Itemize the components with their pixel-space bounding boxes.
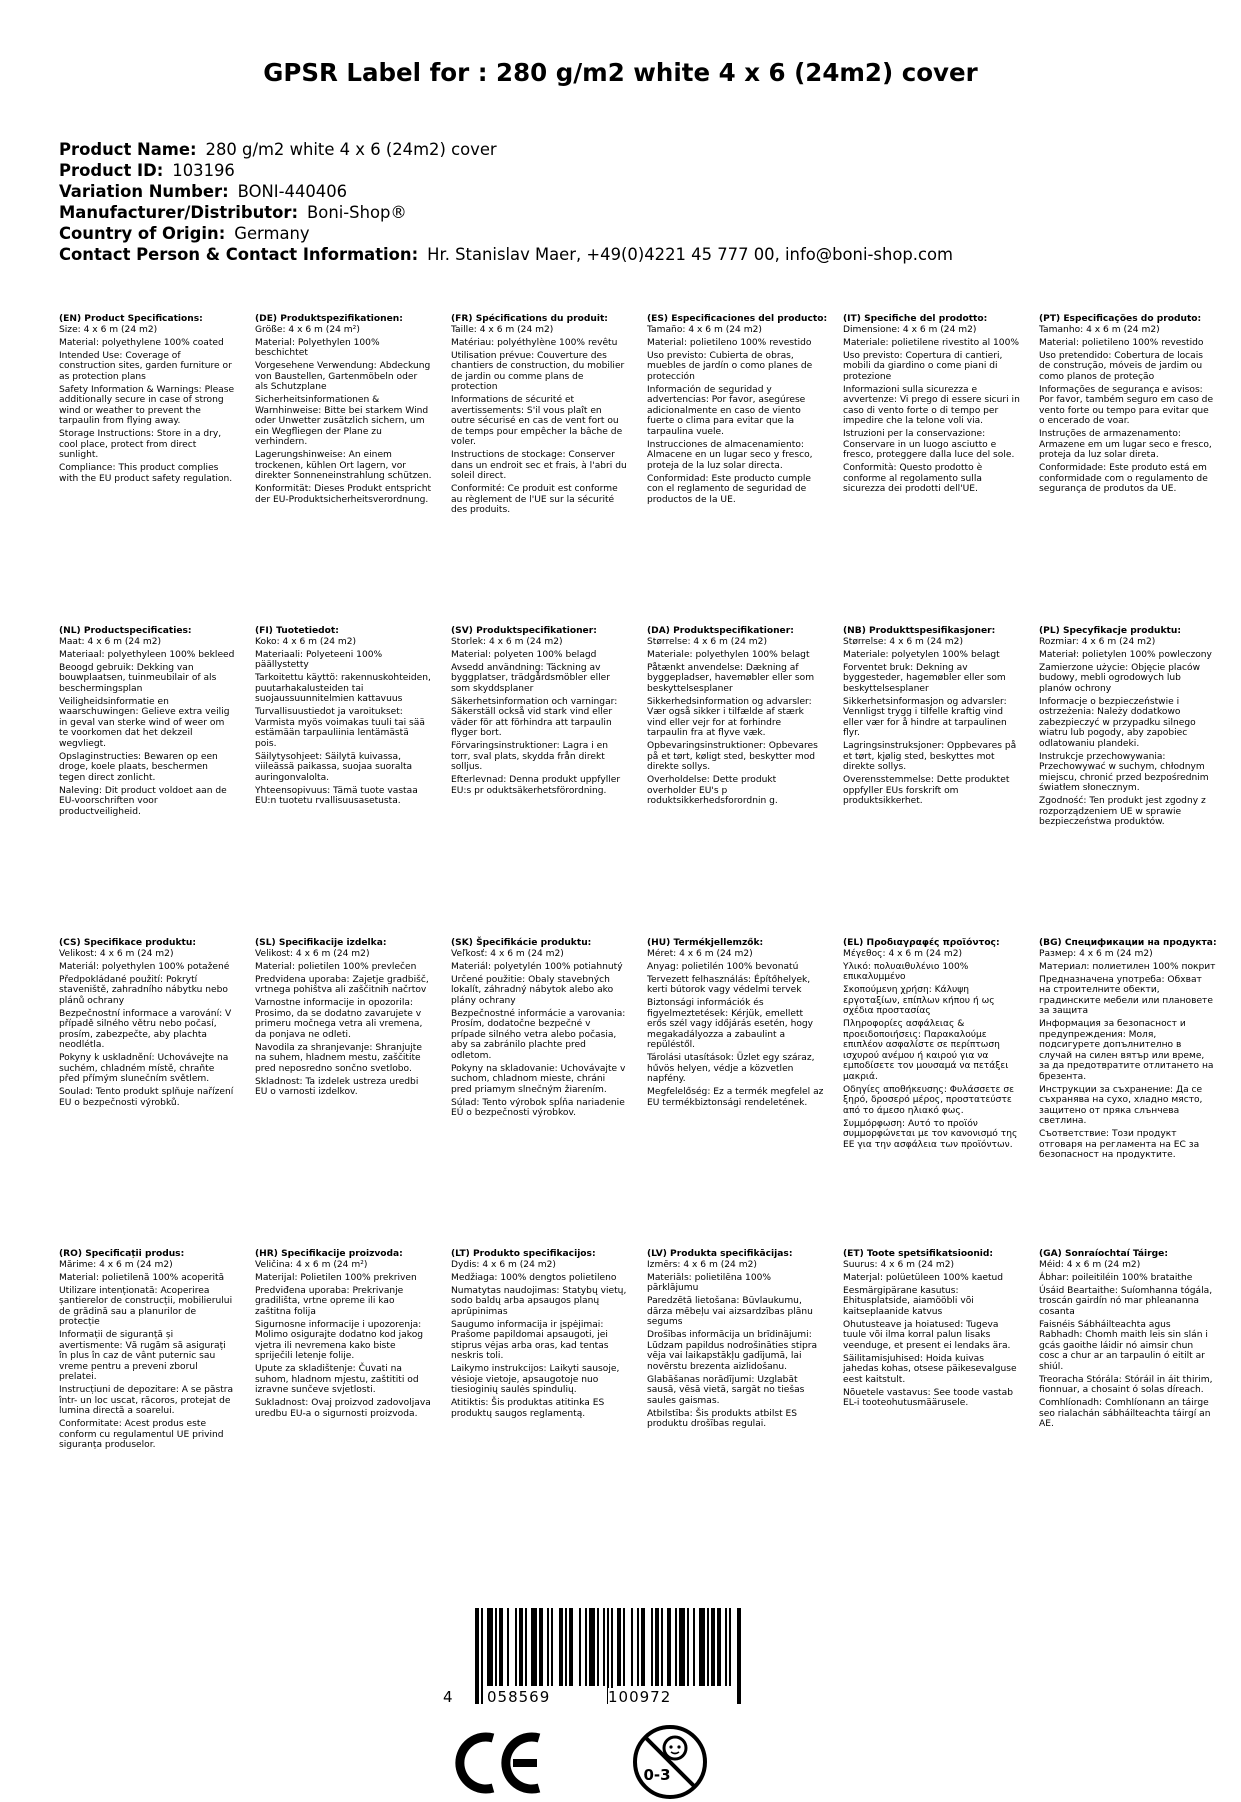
spec-line: Sikkerhetsinformasjon og advarsler: Vennligst trygg i tilfelle kraftig vind eller vær for å hindre at tarpaulinen flyr.: [843, 696, 1007, 738]
spec-block: [451, 938, 628, 1121]
spec-line: Tarkoitettu käyttö: rakennuskohteiden, puutarhakalusteiden tai suojaussuunnitelmien kattavuus: [255, 673, 431, 704]
spec-line: Paredzētā lietošana: Būvlaukumu, dārza mēbeļu vai aizsardzības plānu segums: [647, 1296, 813, 1327]
spec-line: Material: polietileno 100% revestido: [1039, 337, 1204, 348]
spec-heading: (IT) Specifiche del prodotto:: [843, 314, 988, 324]
barcode: [443, 1608, 763, 1708]
spec-line: Συμμόρφωση: Αυτό το προϊόν συμμορφώνεται με τον κανονισμό της ΕΕ για την ασφάλεια των προϊόντων.: [843, 1118, 1018, 1150]
spec-line: Nõuetele vastavus: See toode vastab EL-i tooteohutusmäärusele.: [843, 1387, 1013, 1408]
spec-line: Størrelse: 4 x 6 m (24 m2): [843, 636, 964, 647]
variation-number-label: Variation Number:: [59, 182, 229, 201]
barcode-bar: [667, 1608, 671, 1686]
spec-line: Size: 4 x 6 m (24 m2): [59, 324, 158, 335]
spec-line: Utilisation prévue: Couverture des chantiers de construction, du mobilier de jardin ou comme plans de protection: [451, 350, 625, 392]
spec-block: [843, 1249, 1020, 1411]
spec-line: Sikkerhedsinformation og advarsler: Vær også sikker i tilfælde af stærk vind eller vejr for at forhindre tarpaulin fra at flyve væk.: [647, 696, 812, 738]
spec-line: Informações de segurança e avisos: Por favor, também seguro em caso de vento forte ou tempo para evitar que o encerado de voar.: [1039, 384, 1214, 426]
spec-line: Opslaginstructies: Bewaren op een droge, koele plaats, beschermen tegen direct zonlicht.: [59, 751, 218, 783]
spec-line: Sukladnost: Ovaj proizvod zadovoljava uredbu EU-a o sigurnosti proizvoda.: [255, 1398, 431, 1419]
spec-heading: (BG) Спецификации на продукта:: [1039, 938, 1217, 948]
spec-line: Dimensione: 4 x 6 m (24 m2): [843, 324, 977, 335]
spec-line: Treoracha Stórála: Stóráil in áit thirim, fionnuar, a chosaint ó solas díreach.: [1039, 1374, 1213, 1395]
spec-line: Megfelelőség: Ez a termék megfelel az EU termékbiztonsági rendeletének.: [647, 1087, 824, 1108]
spec-line: Beoogd gebruik: Dekking van bouwplaatsen, tuinmeubilair of als beschermingsplan: [59, 662, 217, 694]
barcode-bar: [499, 1608, 503, 1686]
spec-line: Súlad: Tento výrobok spĺňa nariadenie EÚ o bezpečnosti výrobkov.: [451, 1097, 625, 1118]
page-title: GPSR Label for : 280 g/m2 white 4 x 6 (24m2) cover: [263, 58, 978, 87]
spec-line: Ábhar: poileitiléin 100% brataithe: [1039, 1272, 1193, 1283]
variation-number-value: BONI-440406: [237, 182, 348, 201]
spec-line: Veiligheidsinformatie en waarschuwingen: Gelieve extra veilig in geval van sterke wind of weer om te voorkomen dat het dekzeil wegvliegt.: [59, 696, 230, 749]
country-of-origin-value: Germany: [234, 224, 310, 243]
spec-line: Comhlíonadh: Comhlíonann an táirge seo rialachán sábháilteachta táirgí an AE.: [1039, 1398, 1211, 1429]
spec-heading: (LV) Produkta specifikācijas:: [647, 1249, 793, 1259]
spec-line: Skladnost: Ta izdelek ustreza uredbi EU o varnosti izdelkov.: [255, 1076, 419, 1097]
spec-line: Předpokládané použití: Pokrytí staveniště, zahradního nábytku nebo plánů ochrany: [59, 974, 228, 1006]
spec-line: Material: polyeten 100% belagd: [451, 649, 597, 660]
spec-heading: (NL) Productspecificaties:: [59, 626, 192, 636]
spec-line: Материал: полиетилен 100% покрит: [1039, 961, 1216, 972]
spec-heading: (ES) Especificaciones del producto:: [647, 314, 828, 324]
spec-line: Overholdelse: Dette produkt overholder EU's p roduktsikkerhedsforordnin g.: [647, 775, 778, 806]
product-info: [59, 139, 1219, 265]
spec-heading: (NB) Produkttspesifikasjoner:: [843, 626, 996, 636]
product-id-label: Product ID:: [59, 161, 164, 180]
barcode-bar: [661, 1608, 663, 1686]
spec-heading: (SL) Specifikacije izdelka:: [255, 938, 387, 948]
spec-line: Intended Use: Coverage of construction sites, garden furniture or as protection plans: [59, 350, 232, 382]
barcode-bar: [617, 1608, 621, 1686]
spec-line: Opbevaringsinstruktioner: Opbevares på et tørt, køligt sted, beskytter mod direkte sollys.: [647, 741, 818, 772]
spec-line: Instructions de stockage: Conserver dans un endroit sec et frais, à l'abri du soleil direct.: [451, 450, 627, 481]
spec-line: Medžiaga: 100% dengtos polietileno: [451, 1272, 617, 1283]
spec-block: [255, 626, 432, 809]
spec-line: Materiale: polyetylen 100% belagt: [843, 649, 1000, 660]
spec-heading: (EL) Προδιαγραφές προϊόντος:: [843, 938, 1000, 948]
spec-heading: (ET) Toote spetsifikatsioonid:: [843, 1249, 994, 1259]
spec-block: [59, 314, 236, 487]
spec-block: [843, 626, 1020, 809]
spec-line: Anyag: polietilén 100% bevonatú: [647, 961, 799, 972]
spec-line: Veľkosť: 4 x 6 m (24 m2): [451, 948, 564, 959]
spec-line: Bezpečnostní informace a varování: V případě silného větru nebo počasí, prosím, zabezpečte, aby plachta neodlétla.: [59, 1008, 232, 1050]
barcode-bar: [597, 1608, 599, 1686]
spec-line: Material: polietileno 100% revestido: [647, 337, 812, 348]
spec-line: Saugumo informacija ir įspėjimai: Prašome papildomai apsaugoti, jei stiprus vėjas arba oras, kad tentas neskris toli.: [451, 1319, 609, 1361]
spec-heading: (FI) Tuotetiedot:: [255, 626, 339, 636]
spec-line: Méret: 4 x 6 m (24 m2): [647, 948, 753, 959]
manufacturer-row: [59, 202, 1219, 223]
spec-line: Uso previsto: Copertura di cantieri, mobili da giardino o come piani di protezione: [843, 350, 1003, 382]
barcode-bar: [507, 1608, 509, 1686]
barcode-bar: [675, 1608, 677, 1686]
barcode-bar: [737, 1608, 741, 1704]
barcode-digit-prefix: 4: [443, 1688, 453, 1706]
barcode-bar: [585, 1608, 587, 1686]
spec-line: Materiāls: polietilēna 100% pārklājumu: [647, 1272, 772, 1293]
spec-heading: (PL) Specyfikacje produktu:: [1039, 626, 1181, 636]
spec-line: Tamanho: 4 x 6 m (24 m2): [1039, 324, 1160, 335]
spec-line: Säkerhetsinformation och varningar: Säkerställ också vid stark vind eller väder för att förhindra att tarpaulin flyger bort.: [451, 696, 618, 738]
product-name-row: [59, 139, 1219, 160]
spec-block: [1039, 938, 1216, 1163]
barcode-bar: [687, 1608, 689, 1686]
spec-line: Atbilstība: Šis produkts atbilst ES produktu drošības regulai.: [647, 1408, 798, 1429]
spec-block: [1039, 1249, 1216, 1432]
spec-line: Atitiktis: Šis produktas atitinka ES produktų saugos reglamentą.: [451, 1398, 605, 1419]
spec-line: Размер: 4 x 6 m (24 m2): [1039, 948, 1153, 959]
spec-line: Materiaal: polyethyleen 100% bekleed: [59, 649, 235, 660]
spec-line: Информация за безопасност и предупреждения: Моля, подсигурете допълнително в случай на силен вятър или време, за да предотвратите отлитането на брезента.: [1039, 1019, 1214, 1082]
barcode-bar: [603, 1608, 605, 1686]
spec-line: Veličina: 4 x 6 m (24 m²): [255, 1259, 368, 1270]
spec-block: [647, 938, 824, 1111]
spec-line: Tamaño: 4 x 6 m (24 m2): [647, 324, 762, 335]
spec-line: Πληροφορίες ασφάλειας & προειδοποιήσεις: Παρακαλούμε επιπλέον ασφαλίστε σε περίπτωση ισχυρού ανέμου ή καιρού για να εμποδίσετε τον μουσαμά να πετάξει μακριά.: [843, 1019, 1009, 1082]
spec-heading: (EN) Product Specifications:: [59, 314, 203, 324]
barcode-bar: [531, 1608, 537, 1686]
spec-line: Izmērs: 4 x 6 m (24 m2): [647, 1259, 757, 1270]
product-name-value: 280 g/m2 white 4 x 6 (24m2) cover: [205, 140, 497, 159]
spec-line: Informacje o bezpieczeństwie i ostrzeżenia: Należy dodatkowo zabezpieczyć w przypadku silnego wiatru lub pogody, aby zapobiec odlatowaniu plandeki.: [1039, 696, 1196, 749]
spec-block: [59, 626, 236, 820]
spec-line: Materiaali: Polyeteeni 100% päällystetty: [255, 649, 383, 670]
barcode-bar: [589, 1608, 595, 1686]
spec-line: Größe: 4 x 6 m (24 m²): [255, 324, 360, 335]
spec-line: Utilizare intenționată: Acoperirea șantierelor de construcții, mobilierului de grădină sau a planurilor de protecție: [59, 1285, 233, 1327]
spec-line: Bezpečnostné informácie a varovania: Prosím, dodatočne bezpečné v prípade silného vetra alebo počasia, aby sa zabránilo plachte pred odletom.: [451, 1008, 626, 1061]
spec-line: Varnostne informacije in opozorila: Prosimo, da se dodatno zavarujete v primeru močnega vetra ali vremena, da ponjava ne odleti.: [255, 998, 423, 1040]
spec-line: Informații de siguranță și avertismente: Vă rugăm să asigurați în plus în caz de vânt puternic sau vreme pentru a preveni zborul prelatei.: [59, 1330, 226, 1382]
spec-block: [255, 314, 432, 508]
spec-line: Overensstemmelse: Dette produktet oppfyller EUs forskrift om produktsikkerhet.: [843, 775, 1010, 806]
spec-line: Materiale: polietilene rivestito al 100%: [843, 337, 1020, 348]
spec-line: Efterlevnad: Denna produkt uppfyller EU:s pr oduktsäkerhetsförordning.: [451, 775, 621, 796]
spec-line: Velikost: 4 x 6 m (24 m2): [59, 948, 174, 959]
spec-line: Vorgesehene Verwendung: Abdeckung von Baustellen, Gartenmöbeln oder als Schutzplane: [255, 361, 431, 392]
barcode-bar: [717, 1608, 721, 1686]
spec-line: Materiale: polyethylen 100% belagt: [647, 649, 810, 660]
barcode-bar: [655, 1608, 659, 1686]
spec-line: Σκοπούμενη χρήση: Κάλυψη εργοταξίων, επίπλων κήπου ή ως σχέδια προστασίας: [843, 985, 995, 1016]
spec-line: Οδηγίες αποθήκευσης: Φυλάσσετε σε ξηρό, δροσερό μέρος, προστατεύστε από το άμεσο ηλιακό φως.: [843, 1084, 1015, 1116]
spec-block: [843, 938, 1020, 1153]
manufacturer-value: Boni-Shop®: [307, 203, 407, 222]
spec-line: Materiał: polietylen 100% powleczony: [1039, 649, 1212, 660]
barcode-bar: [551, 1608, 553, 1686]
barcode-bar: [515, 1608, 517, 1686]
spec-block: [451, 314, 628, 518]
spec-line: Conformité: Ce produit est conforme au règlement de l'UE sur la sécurité des produits.: [451, 484, 618, 515]
spec-heading: (DE) Produktspezifikationen:: [255, 314, 403, 324]
barcode-bar: [539, 1608, 543, 1686]
spec-line: Taille: 4 x 6 m (24 m2): [451, 324, 554, 335]
manufacturer-label: Manufacturer/Distributor:: [59, 203, 299, 222]
not-for-children-0-3-icon: [630, 1722, 710, 1802]
spec-heading: (HR) Specifikacije proizvoda:: [255, 1249, 403, 1259]
spec-block: [647, 314, 828, 508]
spec-block: [1039, 626, 1216, 830]
barcode-bar: [707, 1608, 709, 1686]
spec-line: Materiál: polyetylén 100% potiahnutý: [451, 961, 623, 972]
barcode-bar: [487, 1608, 493, 1686]
barcode-bar: [559, 1608, 563, 1686]
spec-line: Säilytysohjeet: Säilytä kuivassa, viileässä paikassa, suojaa suoralta auringonvalolta.: [255, 751, 413, 783]
spec-line: Navodila za shranjevanje: Shranjujte na suhem, hladnem mestu, zaščitite pred neposredno sončno svetlobo.: [255, 1042, 422, 1074]
contact-value: Hr. Stanislav Maer, +49(0)4221 45 777 00, info@boni-shop.com: [427, 245, 953, 264]
spec-line: Lagringsinstruksjoner: Oppbevares på et tørt, kjølig sted, beskyttes mot direkte sollys.: [843, 741, 1017, 772]
spec-block: [59, 938, 236, 1111]
spec-line: Storage Instructions: Store in a dry, cool place, protect from direct sunlight.: [59, 429, 222, 460]
spec-line: Suurus: 4 x 6 m (24 m2): [843, 1259, 955, 1270]
spec-line: Conformità: Questo prodotto è conforme al regolamento sulla sicurezza dei prodotti dell'UE.: [843, 463, 983, 494]
spec-line: Zamierzone użycie: Objęcie placów budowy, mebli ogrodowych lub planów ochrony: [1039, 662, 1201, 694]
spec-line: Pokyny na skladovanie: Uchovávajte v suchom, chladnom mieste, chráni pred priamym slnečným žiarením.: [451, 1063, 626, 1095]
spec-line: Predvidena uporaba: Zajetje gradbišč, vrtnega pohištva ali zaščitnih načrtov: [255, 974, 429, 995]
spec-line: Förvaringsinstruktioner: Lagra i en torr, sval plats, skydda från direkt solljus.: [451, 741, 609, 772]
spec-line: Tervezett felhasználás: Építőhelyek, kerti bútorok vagy védelmi tervek: [647, 974, 811, 995]
ce-mark-icon: [455, 1732, 545, 1794]
barcode-digits-left: 058569: [487, 1688, 551, 1706]
product-id-value: 103196: [172, 161, 235, 180]
spec-line: Tárolási utasítások: Üzlet egy száraz, hűvös helyen, védje a közvetlen napfény.: [647, 1053, 815, 1084]
barcode-bar: [679, 1608, 685, 1686]
barcode-bar: [475, 1608, 479, 1704]
spec-line: Uso pretendido: Cobertura de locais de construção, móveis de jardim ou como planos de proteção: [1039, 350, 1204, 382]
spec-line: Pokyny k uskladnění: Uchovávejte na suchém, chladném místě, chraňte před přímým slunečním světlem.: [59, 1053, 229, 1084]
spec-line: Biztonsági információk és figyelmeztetések: Kérjük, emellett erős szél vagy időjárás esetén, hogy megakadályozza a zabaulint a repüléstől.: [647, 998, 814, 1050]
spec-line: Safety Information & Warnings: Please additionally secure in case of strong wind or weather to prevent the tarpaulin from flying away.: [59, 384, 235, 426]
spec-line: Koko: 4 x 6 m (24 m2): [255, 636, 357, 647]
spec-line: Instrucțiuni de depozitare: A se păstra într- un loc uscat, răcoros, protejat de lumina directă a soarelui.: [59, 1385, 234, 1416]
spec-line: Materiál: polyethylen 100% potažené: [59, 961, 230, 972]
spec-line: Instrukcje przechowywania: Przechowywać w suchym, chłodnym miejscu, chronić przed bezpośrednim światłem słonecznym.: [1039, 751, 1209, 793]
barcode-bar: [519, 1608, 523, 1686]
spec-line: Lagerungshinweise: An einem trockenen, kühlen Ort lagern, vor direkter Sonneneinstrahlung schützen.: [255, 450, 432, 481]
spec-heading: (LT) Produkto specifikacijos:: [451, 1249, 596, 1259]
country-of-origin-label: Country of Origin:: [59, 224, 226, 243]
spec-heading: (PT) Especificações do produto:: [1039, 314, 1202, 324]
spec-line: Предназначена употреба: Обхват на строителните обекти, градинските мебели или плановете за защита: [1039, 974, 1213, 1016]
spec-heading: (SV) Produktspecifikationer:: [451, 626, 597, 636]
spec-line: Conformidade: Este produto está em conformidade com o regulamento de segurança de produtos da UE.: [1039, 463, 1208, 494]
age-label: 0-3: [643, 1766, 671, 1784]
spec-line: Инструкции за съхранение: Да се съхранява на сухо, хладно място, защитено от пряка слънчева светлина.: [1039, 1084, 1203, 1126]
spec-line: Drošības informācija un brīdinājumi: Lūdzam papildus nodrošināties stipra vēja vai laikapstākļu gadījumā, lai novērstu brezenta aizlidošanu.: [647, 1330, 818, 1372]
barcode-digits-right: 100972: [608, 1688, 672, 1706]
barcode-bar: [711, 1608, 715, 1686]
spec-line: Conformitate: Acest produs este conform cu regulamentul UE privind siguranța produselor.: [59, 1419, 224, 1450]
spec-line: Säilitamisjuhised: Hoida kuivas jahedas kohas, otsese päikesevalguse eest kaitstult.: [843, 1353, 1017, 1385]
spec-heading: (SK) Špecifikácie produktu:: [451, 938, 592, 948]
spec-line: Naleving: Dit product voldoet aan de EU-voorschriften voor productveiligheid.: [59, 785, 227, 817]
barcode-bar: [569, 1608, 573, 1686]
spec-block: [451, 626, 628, 799]
spec-line: Zgodność: Ten produkt jest zgodny z rozporządzeniem UE w sprawie bezpieczeństwa produktów.: [1039, 796, 1206, 827]
spec-line: Påtænkt anvendelse: Dækning af byggepladser, havemøbler eller som beskyttelsesplaner: [647, 662, 815, 694]
barcode-bar: [693, 1608, 695, 1686]
spec-line: Mărime: 4 x 6 m (24 m2): [59, 1259, 173, 1270]
contact-label: Contact Person & Contact Information:: [59, 245, 419, 264]
spec-line: Material: polietilenă 100% acoperită: [59, 1272, 225, 1283]
spec-line: Ohutusteave ja hoiatused: Tugeva tuule või ilma korral palun lisaks veenduge, et present ei lendaks ära.: [843, 1319, 1011, 1351]
barcode-bar: [729, 1608, 731, 1686]
spec-line: Turvallisuustiedot ja varoitukset: Varmista myös voimakas tuuli tai sää estämään tarpauliinia lentämästä pois.: [255, 707, 425, 749]
barcode-bar: [699, 1608, 705, 1686]
spec-block: [843, 314, 1020, 497]
spec-line: Matériau: polyéthylène 100% revêtu: [451, 337, 618, 348]
spec-line: Rozmiar: 4 x 6 m (24 m2): [1039, 636, 1156, 647]
spec-heading: (RO) Specificații produs:: [59, 1249, 185, 1259]
spec-line: Μέγεθος: 4 x 6 m (24 m2): [843, 948, 963, 959]
spec-line: Yhteensopivuus: Tämä tuote vastaa EU:n tuotetu rvallisuusasetusta.: [255, 785, 418, 806]
spec-line: Materijal: Polietilen 100% prekriven: [255, 1272, 417, 1283]
barcode-bar: [525, 1608, 527, 1686]
barcode-bar: [565, 1608, 567, 1686]
spec-line: Compliance: This product complies with the EU product safety regulation.: [59, 463, 233, 484]
barcode-bar: [579, 1608, 581, 1686]
spec-block: [647, 1249, 824, 1432]
spec-line: Maat: 4 x 6 m (24 m2): [59, 636, 162, 647]
country-of-origin-row: [59, 223, 1219, 244]
spec-line: Istruzioni per la conservazione: Conservare in un luogo asciutto e fresco, proteggere dalla luce del sole.: [843, 429, 1015, 460]
barcode-bar: [481, 1608, 483, 1704]
spec-line: Dydis: 4 x 6 m (24 m2): [451, 1259, 556, 1270]
spec-line: Sigurnosne informacije i upozorenja: Molimo osigurajte dodatno kod jakog vjetra ili nevremena kako biste spriječili letenje folije.: [255, 1319, 424, 1361]
spec-line: Úsáid Beartaithe: Suíomhanna tógála, troscán gairdín nó mar phleananna cosanta: [1039, 1285, 1213, 1317]
product-id-row: [59, 160, 1219, 181]
spec-line: Υλικό: πολυαιθυλένιο 100% επικαλυμμένο: [843, 961, 969, 982]
spec-block: [255, 938, 432, 1100]
barcode-bar: [547, 1608, 549, 1686]
spec-block: [1039, 314, 1216, 497]
spec-line: Určené použitie: Obaly stavebných lokalít, záhradný nábytok alebo ako plány ochrany: [451, 974, 614, 1006]
spec-line: Forventet bruk: Dekning av byggesteder, hagemøbler eller som beskyttelsesplaner: [843, 662, 1006, 694]
spec-block: [451, 1249, 628, 1422]
spec-line: Velikost: 4 x 6 m (24 m2): [255, 948, 370, 959]
spec-line: Uso previsto: Cubierta de obras, muebles de jardín o como planes de protección: [647, 350, 813, 382]
spec-block: [59, 1249, 236, 1453]
spec-line: Soulad: Tento produkt splňuje nařízení EU o bezpečnosti výrobků.: [59, 1087, 234, 1108]
spec-line: Съответствие: Този продукт отговаря на регламента на ЕС за безопасност на продуктите.: [1039, 1129, 1200, 1160]
spec-line: Glabāšanas norādījumi: Uzglabāt sausā, vēsā vietā, sargāt no tiešas saules gaismas.: [647, 1374, 805, 1406]
variation-number-row: [59, 181, 1219, 202]
spec-line: Laikymo instrukcijos: Laikyti sausoje, vėsioje vietoje, apsaugotoje nuo tiesioginių saulės spindulių.: [451, 1364, 620, 1395]
spec-line: Avsedd användning: Täckning av byggplatser, trädgårdsmöbler eller som skyddsplaner: [451, 662, 610, 694]
barcode-bar: [623, 1608, 625, 1686]
spec-heading: (FR) Spécifications du produit:: [451, 314, 608, 324]
spec-line: Material: polietilen 100% prevlečen: [255, 961, 417, 972]
spec-heading: (DA) Produktspecifikationer:: [647, 626, 794, 636]
barcode-bar: [641, 1608, 645, 1686]
spec-line: Størrelse: 4 x 6 m (24 m2): [647, 636, 768, 647]
product-name-label: Product Name:: [59, 140, 197, 159]
contact-row: [59, 244, 1219, 265]
spec-block: [647, 626, 824, 809]
spec-line: Sicherheitsinformationen & Warnhinweise: Bitte bei starkem Wind oder Unwetter zusätzlich sichern, um ein Wegfliegen der Plane zu verhindern.: [255, 395, 429, 447]
barcode-bar: [725, 1608, 727, 1686]
spec-line: Informations de sécurité et avertissements: S'il vous plaît en outre sécurisé en cas de vent fort ou de temps pour empêcher la bâche de voler.: [451, 395, 623, 447]
spec-line: Instruções de armazenamento: Armazene em um lugar seco e fresco, proteja da luz solar direta.: [1039, 429, 1212, 460]
spec-line: Storlek: 4 x 6 m (24 m2): [451, 636, 563, 647]
spec-line: Méid: 4 x 6 m (24 m2): [1039, 1259, 1141, 1270]
spec-heading: (CS) Specifikace produktu:: [59, 938, 196, 948]
spec-line: Conformidad: Este producto cumple con el reglamento de seguridad de productos de la UE.: [647, 473, 811, 505]
spec-line: Informazioni sulla sicurezza e avvertenze: Vi prego di essere sicuri in caso di vento forte o di tempo per impedire che la telone voli via.: [843, 384, 1020, 426]
spec-line: Numatytas naudojimas: Statybų vietų, sodo baldų arba apsaugos planų aprūpinimas: [451, 1285, 627, 1317]
barcode-bar: [495, 1608, 497, 1686]
spec-heading: (HU) Termékjellemzők:: [647, 938, 764, 948]
spec-block: [255, 1249, 432, 1422]
spec-line: Materjal: polüetüleen 100% kaetud: [843, 1272, 1004, 1283]
barcode-bar: [651, 1608, 653, 1686]
spec-line: Instrucciones de almacenamiento: Almacene en un lugar seco y fresco, proteja de la luz solar directa.: [647, 439, 813, 471]
spec-line: Konformität: Dieses Produkt entspricht der EU-Produktsicherheitsverordnung.: [255, 484, 432, 505]
spec-line: Información de seguridad y advertencias: Por favor, asegúrese adicionalmente en caso de viento fuerte o clima para evitar que la tarpaulina vuele.: [647, 384, 806, 437]
spec-line: Material: Polyethylen 100% beschichtet: [255, 337, 380, 358]
spec-line: Predviđena uporaba: Prekrivanje gradilišta, vrtne opreme ili kao zaštitna folija: [255, 1285, 404, 1317]
spec-line: Upute za skladištenje: Čuvati na suhom, hladnom mjestu, zaštititi od izravne sunčeve svjetlosti.: [255, 1364, 419, 1395]
barcode-bar: [637, 1608, 639, 1686]
spec-line: Faisnéis Sábháilteachta agus Rabhadh: Chomh maith leis sin slán i gcás gaoithe láidir nó aimsir chun cosc a chur ar an tarpaulin ó eitilt ar shiúl.: [1039, 1319, 1208, 1372]
spec-line: Eesmärgipärane kasutus: Ehitusplatside, aiamööbli või kaitseplaanide katvus: [843, 1285, 974, 1317]
spec-line: Material: polyethylene 100% coated: [59, 337, 224, 348]
spec-heading: (GA) Sonraíochtaí Táirge:: [1039, 1249, 1168, 1259]
barcode-bar: [631, 1608, 633, 1686]
